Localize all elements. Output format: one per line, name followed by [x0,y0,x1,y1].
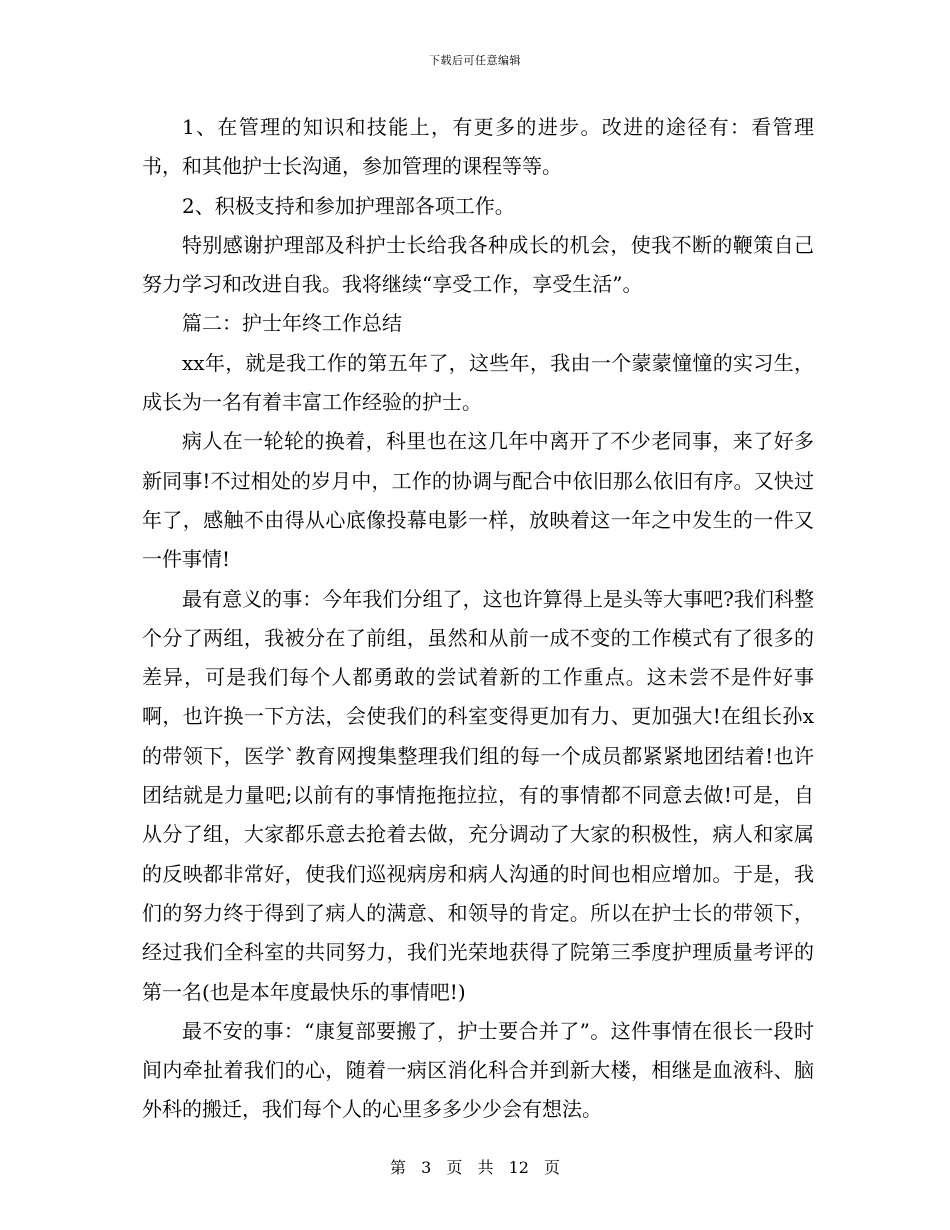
paragraph-improvement-2: 2、积极支持和参加护理部各项工作。 [182,193,515,218]
paragraph-meaningful: 最有意义的事：今年我们分组了，这也许算得上是头等大事吧?我们科整个分了两组，我被分在了前组，虽然和从前一成不变的工作模式有了很多的差异，可是我们每个人都勇敢的尝试着新的工作重点。这未尝不是件好事啊，也许换一下方法，会使我们的科室变得更加有力、更加强大!在组长孙x的带领下，医学`教育网搜集整理我们组的每一个成员都紧紧地团结着!也许团结就是力量吧;以前有的事情拖拖拉拉，有的事情都不同意去做!可是，自从分了组，大家都乐意去抢着去做，充分调动了大家的积极性，病人和家属的反映都非常好，使我们巡视病房和病人沟通的时间也相应增加。于是，我们的努力终于得到了病人的满意、和领导的肯定。所以在护士长的带领下，经过我们全科室的共同努力，我们光荣地获得了院第三季度护理质量考评的第一名(也是本年度最快乐的事情吧!) [142,586,814,1004]
footer-label-page: 第 [389,1158,406,1177]
page-header: 下载后可任意编辑 [429,54,521,67]
paragraph-improvement-1: 1、在管理的知识和技能上，有更多的进步。改进的途径有：看管理书，和其他护士长沟通，参加管理的课程等等。 [142,115,814,179]
footer-label-total: 共 [477,1158,494,1177]
paragraph-colleagues: 病人在一轮轮的换着，科里也在这几年中离开了不少老同事，来了好多新同事!不过相处的岁月中，工作的协调与配合中依旧那么依旧有序。又快过年了，感触不由得从心底像投幕电影一样，放映着这一年之中发生的一件又一件事情! [142,429,814,572]
footer-label-total-unit: 页 [544,1158,561,1177]
paragraph-intro: xx年，就是我工作的第五年了，这些年，我由一个蒙蒙憧憧的实习生，成长为一名有着丰富工作经验的护士。 [142,350,814,415]
document-body [142,108,814,1130]
section-heading: 篇二：护士年终工作总结 [182,311,402,336]
footer-total-pages: 12 [508,1158,529,1177]
footer-current-page: 3 [421,1158,432,1177]
paragraph-uneasy: 最不安的事：“康复部要搬了，护士要合并了”。这件事情在很长一段时间内牵扯着我们的心，随着一病区消化科合并到新大楼，相继是血液科、脑外科的搬迁，我们每个人的心里多多少少会有想法。 [142,1018,814,1122]
page-footer [0,1155,950,1178]
paragraph-thanks: 特别感谢护理部及科护士长给我各种成长的机会，使我不断的鞭策自己努力学习和改进自我。我将继续“享受工作，享受生活”。 [142,232,814,297]
footer-label-page-unit: 页 [446,1158,463,1177]
